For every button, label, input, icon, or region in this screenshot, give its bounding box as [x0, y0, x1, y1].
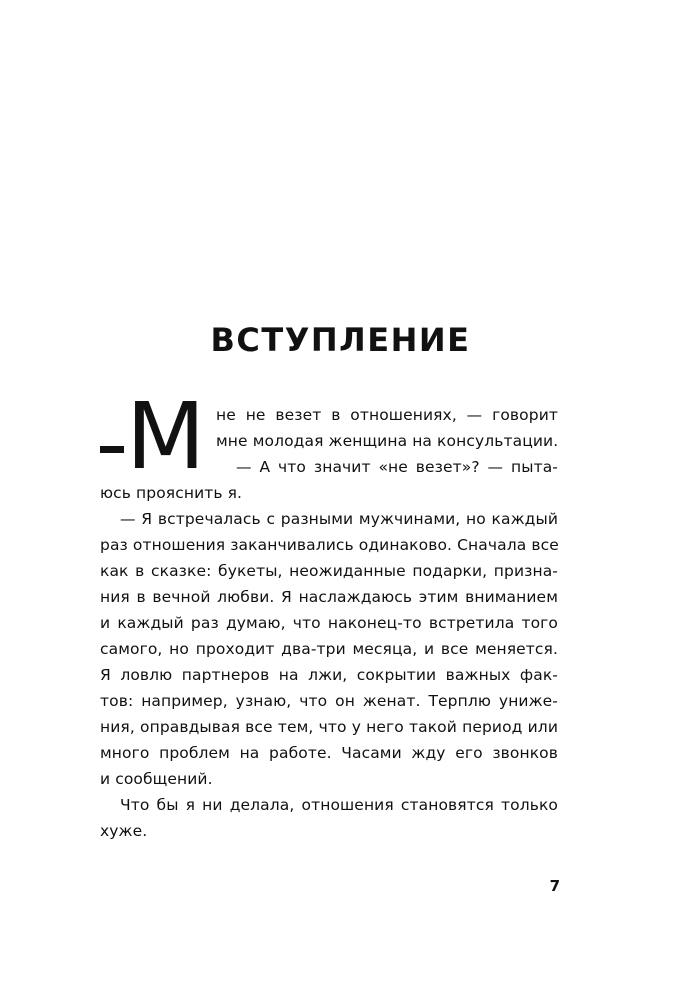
drop-cap-dash: [100, 446, 124, 453]
text-line: и каждый раз думаю, что наконец-то встретила того: [100, 614, 558, 632]
text-line: много проблем на работе. Часами жду его звонков: [100, 744, 558, 762]
text-line: — Я встречалась с разными мужчинами, но каждый: [120, 510, 558, 528]
text-line: и сообщений.: [100, 770, 213, 788]
text-line: ния в вечной любви. Я наслаждаюсь этим вниманием: [100, 588, 558, 606]
text-line: ния, оправдывая все тем, что у него такой период или: [100, 718, 558, 736]
text-line: как в сказке: букеты, неожиданные подарки, призна-: [100, 562, 558, 580]
text-line: не не везет в отношениях, — говорит: [216, 406, 558, 424]
text-line: самого, но проходит два-три месяца, и все меняется.: [100, 640, 558, 658]
drop-cap: [100, 383, 212, 491]
text-line: раз отношения заканчивались одинаково. Сначала все: [100, 536, 559, 554]
page-number: 7: [549, 877, 560, 895]
text-line: юсь прояснить я.: [100, 484, 243, 502]
text-line: хуже.: [100, 822, 148, 840]
text-line: тов: например, узнаю, что он женат. Терплю униже-: [100, 692, 558, 710]
page-title: ВСТУПЛЕНИЕ: [210, 321, 471, 359]
drop-cap-letter: М: [126, 383, 204, 490]
text-line: Я ловлю партнеров на лжи, сокрытии важных фак-: [100, 666, 558, 684]
text-line: Что бы я ни делала, отношения становятся только: [120, 796, 558, 814]
text-line: — А что значит «не везет»? — пыта-: [236, 458, 558, 476]
text-line: мне молодая женщина на консультации.: [216, 432, 559, 450]
